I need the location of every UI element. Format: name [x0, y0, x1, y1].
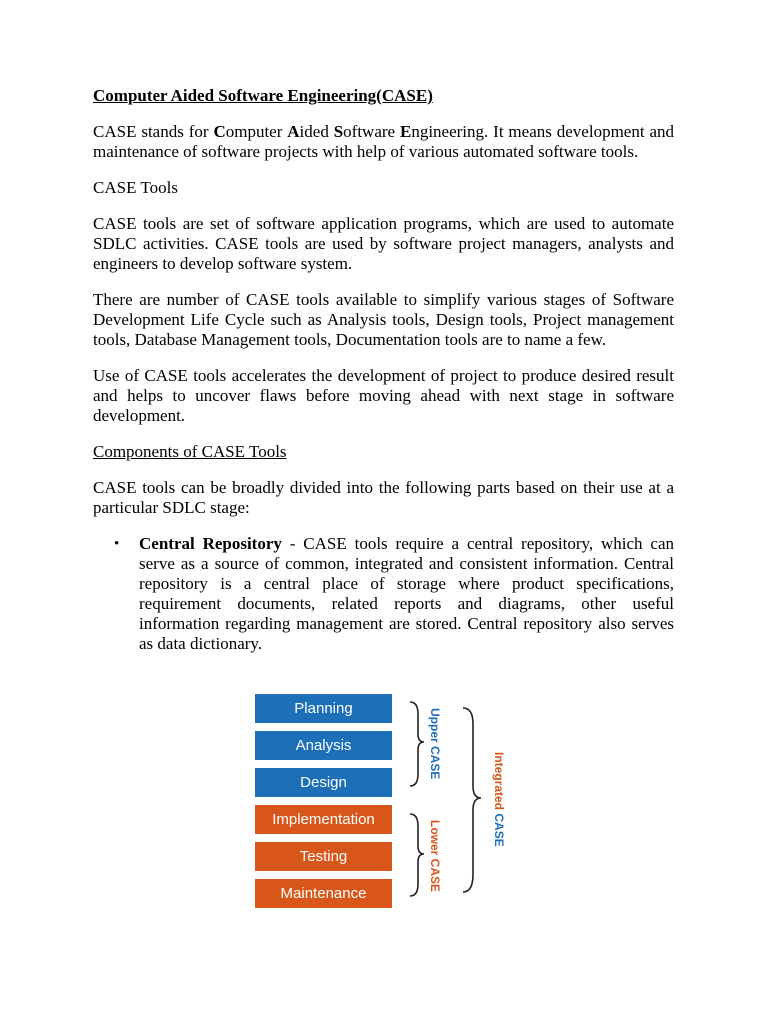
bullet-icon: •	[114, 536, 120, 552]
components-heading: Components of CASE Tools	[93, 442, 287, 461]
list-item-central-repository	[93, 534, 674, 654]
intro-letter-c: C	[213, 122, 226, 141]
integrated-case-word: CASE	[492, 813, 506, 847]
list-item-term: Central Repository	[139, 534, 282, 553]
integrated-case-label	[492, 752, 506, 847]
brace-lines	[255, 694, 515, 910]
upper-case-brace	[410, 702, 424, 786]
components-list	[93, 534, 674, 654]
stage-implementation: Implementation	[255, 805, 392, 834]
stage-design: Design	[255, 768, 392, 797]
paragraph-3: Use of CASE tools accelerates the development of project to produce desired result and helps to uncover flaws before moving ahead with next stage in software development.	[93, 366, 674, 425]
intro-word-software: oftware	[343, 122, 400, 141]
lower-case-brace	[410, 814, 424, 896]
stage-analysis: Analysis	[255, 731, 392, 760]
document-page	[93, 86, 674, 654]
integrated-word: Integrated	[492, 752, 506, 811]
intro-word-computer: omputer	[225, 122, 288, 141]
case-tools-heading: CASE Tools	[93, 178, 178, 197]
lower-case-label: Lower CASE	[428, 820, 442, 893]
intro-letter-s: S	[333, 122, 344, 141]
upper-case-label: Upper CASE	[428, 708, 442, 780]
intro-paragraph	[93, 122, 674, 162]
intro-rest: It means development and maintenance of software projects with help of various automated software tools.	[93, 122, 674, 161]
integrated-case-brace	[463, 708, 481, 892]
intro-letter-e: E	[399, 122, 412, 141]
document-title: Computer Aided Software Engineering(CASE)	[93, 86, 433, 105]
intro-prefix: CASE stands for	[93, 122, 214, 141]
list-item-text: - CASE tools require a central repository, which can serve as a source of common, integrated and consistent information. Central repository is a central place of storage where product specifications, requirement documents, related reports and diagrams, other useful information regarding management are stored. Central repository also serves as data dictionary.	[139, 534, 674, 653]
paragraph-2: There are number of CASE tools available to simplify various stages of Software Development Life Cycle such as Analysis tools, Design tools, Project management tools, Database Management tools, Documentation tools are to name a few.	[93, 290, 674, 349]
stage-testing: Testing	[255, 842, 392, 871]
paragraph-1: CASE tools are set of software application programs, which are used to automate SDLC activities. CASE tools are used by software project managers, analysts and engineers to develop software system.	[93, 214, 674, 273]
intro-word-aided: ided	[299, 122, 334, 141]
stage-maintenance: Maintenance	[255, 879, 392, 908]
intro-letter-a: A	[287, 122, 300, 141]
stage-planning: Planning	[255, 694, 392, 723]
intro-word-engineering: ngineering.	[411, 122, 489, 141]
paragraph-4: CASE tools can be broadly divided into the following parts based on their use at a particular SDLC stage:	[93, 478, 674, 517]
case-diagram	[255, 694, 515, 910]
